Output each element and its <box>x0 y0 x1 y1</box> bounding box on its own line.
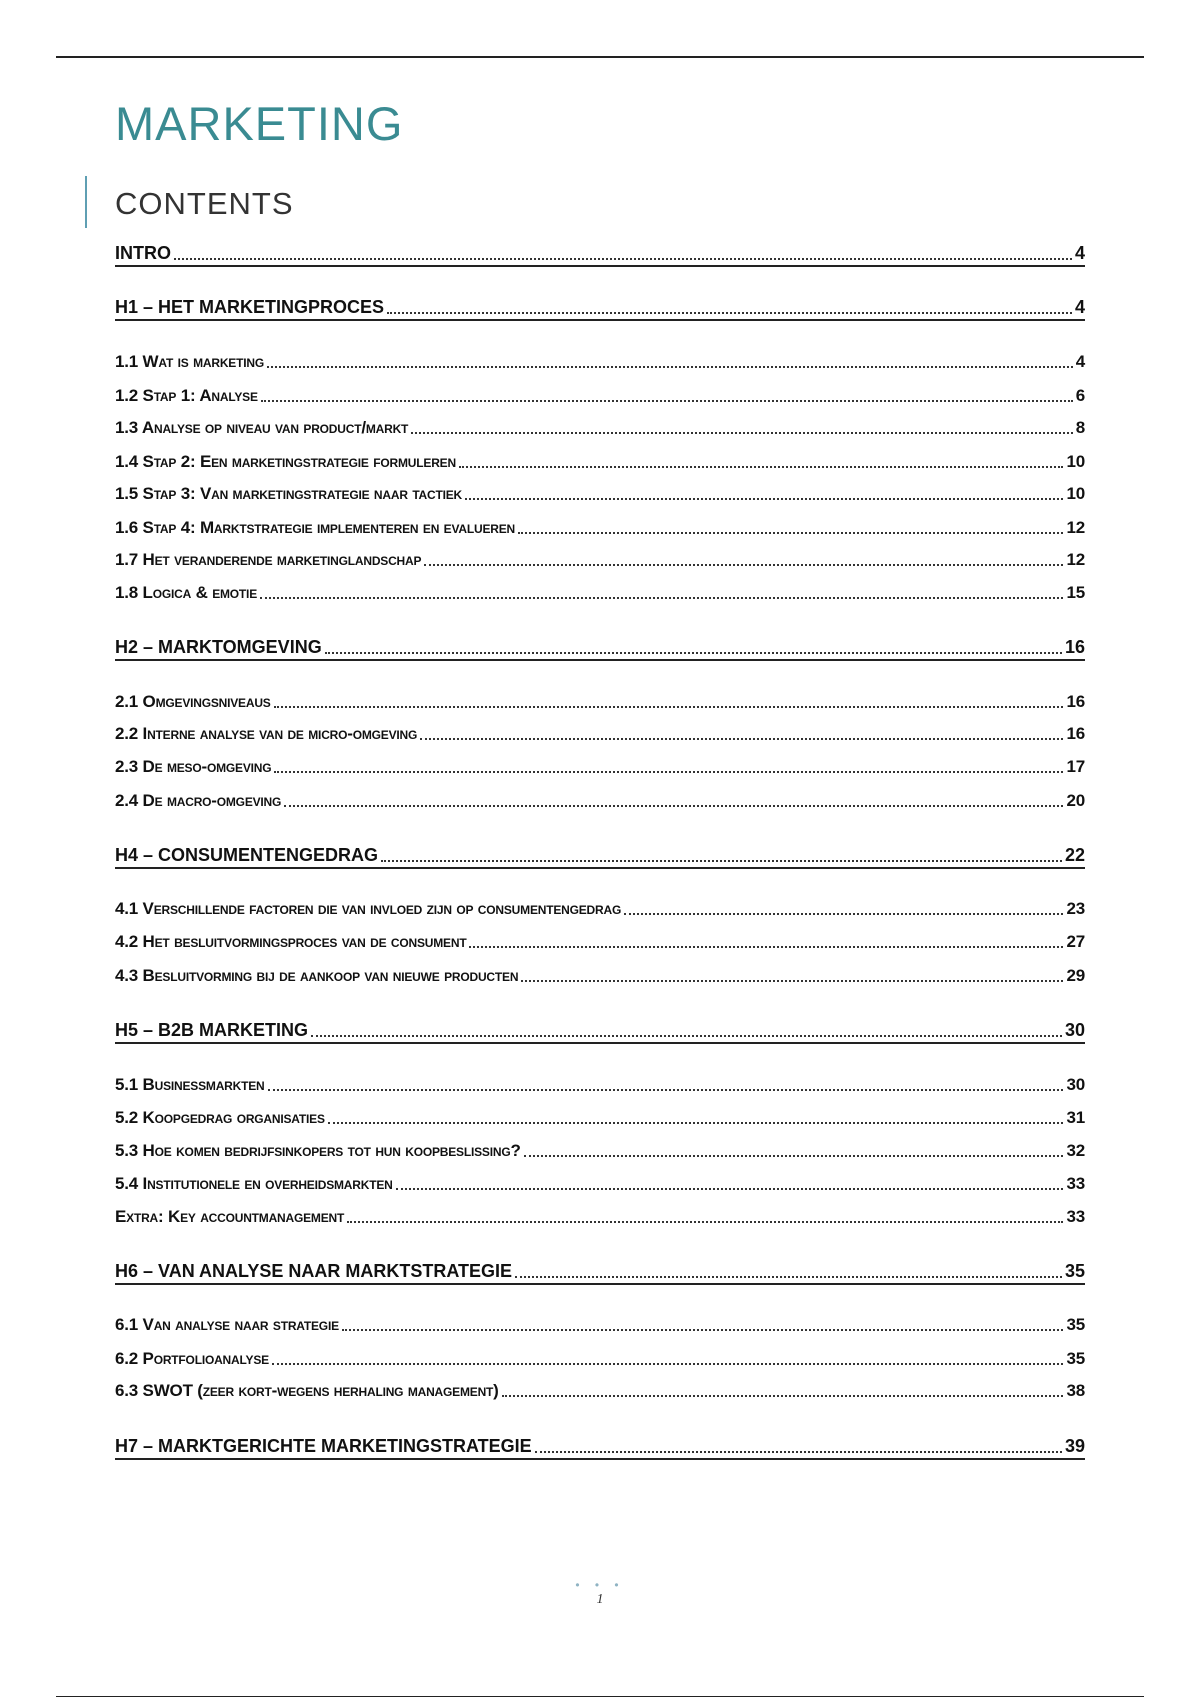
toc-entry-label: 1.5 Stap 3: Van marketingstrategie naar tactiek <box>115 484 463 503</box>
toc-entry-page: 20 <box>1066 791 1085 810</box>
toc-dot-leader <box>411 431 1073 434</box>
toc-entry-page: 30 <box>1066 1075 1085 1094</box>
toc-section-entry[interactable] <box>115 899 1085 919</box>
toc-chapter-entry[interactable] <box>115 845 1085 869</box>
toc-entry-page: 33 <box>1066 1207 1085 1226</box>
toc-entry-label: 1.4 Stap 2: Een marketingstrategie formuleren <box>115 452 456 471</box>
toc-dot-leader <box>502 1394 1064 1397</box>
toc-section-entry[interactable] <box>115 1075 1085 1095</box>
toc-section-entry[interactable] <box>115 583 1085 603</box>
contents-accent-bar <box>85 176 87 228</box>
toc-entry-page: 10 <box>1066 484 1085 503</box>
toc-dot-leader <box>260 596 1063 599</box>
toc-entry-label: 2.1 Omgevingsniveaus <box>115 692 271 711</box>
toc-dot-leader <box>311 1034 1062 1037</box>
toc-entry-page: 35 <box>1064 1261 1085 1281</box>
toc-entry-page: 15 <box>1066 583 1085 602</box>
toc-entry-page: 12 <box>1066 550 1085 569</box>
toc-dot-leader <box>515 1275 1062 1278</box>
toc-dot-leader <box>268 1088 1064 1091</box>
toc-entry-label: H7 – MARKTGERICHTE MARKETINGSTRATEGIE <box>115 1436 532 1456</box>
toc-dot-leader <box>174 257 1072 260</box>
toc-entry-page: 22 <box>1064 845 1085 865</box>
toc-section-entry[interactable] <box>115 966 1085 986</box>
toc-dot-leader <box>274 705 1064 708</box>
toc-entry-page: 8 <box>1075 418 1085 437</box>
toc-entry-page: 31 <box>1066 1108 1085 1127</box>
toc-section-entry[interactable] <box>115 932 1085 952</box>
toc-entry-page: 27 <box>1066 932 1085 951</box>
toc-entry-label: 5.4 Institutionele en overheidsmarkten <box>115 1174 393 1193</box>
toc-dot-leader <box>420 737 1063 740</box>
toc-section-entry[interactable] <box>115 352 1085 372</box>
toc-entry-page: 12 <box>1066 518 1085 537</box>
toc-dot-leader <box>459 465 1064 468</box>
toc-chapter-entry[interactable] <box>115 637 1085 661</box>
toc-section-entry[interactable] <box>115 791 1085 811</box>
toc-dot-leader <box>325 651 1062 654</box>
toc-entry-page: 16 <box>1066 692 1085 711</box>
toc-entry-label: H5 – B2B MARKETING <box>115 1020 309 1040</box>
toc-entry-page: 4 <box>1074 243 1085 263</box>
toc-entry-label: 1.7 Het veranderende marketinglandschap <box>115 550 422 569</box>
toc-entry-page: 35 <box>1066 1349 1085 1368</box>
toc-dot-leader <box>272 1362 1064 1365</box>
toc-entry-label: H6 – VAN ANALYSE NAAR MARKTSTRATEGIE <box>115 1261 513 1281</box>
toc-dot-leader <box>274 770 1063 773</box>
toc-section-entry[interactable] <box>115 518 1085 538</box>
toc-entry-label: H1 – HET MARKETINGPROCES <box>115 297 385 317</box>
top-rule <box>56 56 1144 58</box>
toc-section-entry[interactable] <box>115 757 1085 777</box>
toc-dot-leader <box>518 531 1063 534</box>
toc-entry-page: 32 <box>1066 1141 1085 1160</box>
toc-entry-page: 39 <box>1064 1436 1085 1456</box>
toc-entry-label: 2.4 De macro-omgeving <box>115 791 282 810</box>
page-footer <box>0 1580 1200 1608</box>
toc-entry-label: H2 – MARKTOMGEVING <box>115 637 322 657</box>
toc-section-entry[interactable] <box>115 484 1085 504</box>
document-title: MARKETING <box>115 97 404 150</box>
toc-entry-label: 2.3 De meso-omgeving <box>115 757 272 776</box>
toc-section-entry[interactable] <box>115 1381 1085 1401</box>
toc-dot-leader <box>521 979 1063 982</box>
toc-dot-leader <box>396 1187 1064 1190</box>
toc-section-entry[interactable] <box>115 724 1085 744</box>
toc-section-entry[interactable] <box>115 550 1085 570</box>
toc-dot-leader <box>328 1121 1064 1124</box>
toc-chapter-entry[interactable] <box>115 1436 1085 1460</box>
toc-entry-page: 29 <box>1066 966 1085 985</box>
toc-entry-label: 6.2 Portfolioanalyse <box>115 1349 269 1368</box>
toc-entry-label: 4.2 Het besluitvormingsproces van de consument <box>115 932 467 951</box>
toc-dot-leader <box>387 311 1072 314</box>
toc-chapter-entry[interactable] <box>115 243 1085 267</box>
toc-entry-label: 4.1 Verschillende factoren die van invloed zijn op consumentengedrag <box>115 899 622 918</box>
toc-entry-label: INTRO <box>115 243 171 263</box>
toc-entry-label: 5.1 Businessmarkten <box>115 1075 265 1094</box>
toc-dot-leader <box>342 1328 1064 1331</box>
page-number: 1 <box>596 1592 604 1607</box>
toc-entry-page: 16 <box>1066 724 1085 743</box>
toc-entry-label: 5.3 Hoe komen bedrijfsinkopers tot hun koopbeslissing? <box>115 1141 521 1160</box>
toc-dot-leader <box>284 804 1063 807</box>
contents-heading: CONTENTS <box>115 186 294 221</box>
toc-entry-page: 30 <box>1064 1020 1085 1040</box>
toc-entry-page: 33 <box>1066 1174 1085 1193</box>
toc-entry-page: 4 <box>1075 352 1085 371</box>
toc-entry-page: 4 <box>1074 297 1085 317</box>
toc-entry-label: 4.3 Besluitvorming bij de aankoop van nieuwe producten <box>115 966 519 985</box>
toc-dot-leader <box>347 1220 1063 1223</box>
toc-dot-leader <box>535 1450 1062 1453</box>
toc-section-entry[interactable] <box>115 1315 1085 1335</box>
toc-entry-label: 1.3 Analyse op niveau van product/markt <box>115 418 409 437</box>
toc-entry-page: 23 <box>1066 899 1085 918</box>
toc-section-entry[interactable] <box>115 386 1085 406</box>
toc-section-entry[interactable] <box>115 1349 1085 1369</box>
toc-section-entry[interactable] <box>115 692 1085 712</box>
toc-section-entry[interactable] <box>115 418 1085 438</box>
toc-dot-leader <box>261 399 1073 402</box>
toc-entry-page: 16 <box>1064 637 1085 657</box>
toc-dot-leader <box>624 912 1063 915</box>
toc-entry-label: 1.6 Stap 4: Marktstrategie implementeren en evalueren <box>115 518 515 537</box>
toc-dot-leader <box>465 497 1063 500</box>
toc-chapter-entry[interactable] <box>115 1261 1085 1285</box>
toc-dot-leader <box>267 365 1073 368</box>
toc-entry-label: Extra: Key accountmanagement <box>115 1207 345 1226</box>
toc-section-entry[interactable] <box>115 1141 1085 1161</box>
footer-dots: • • • <box>575 1578 625 1592</box>
bottom-rule <box>56 1696 1144 1697</box>
toc-entry-label: 2.2 Interne analyse van de micro-omgeving <box>115 724 418 743</box>
toc-entry-label: 1.2 Stap 1: Analyse <box>115 386 258 405</box>
toc-dot-leader <box>381 859 1062 862</box>
toc-entry-page: 6 <box>1075 386 1085 405</box>
toc-dot-leader <box>469 945 1063 948</box>
toc-entry-label: 1.1 Wat is marketing <box>115 352 264 371</box>
toc-entry-label: 6.1 Van analyse naar strategie <box>115 1315 339 1334</box>
toc-chapter-entry[interactable] <box>115 1020 1085 1044</box>
toc-section-entry[interactable] <box>115 1207 1085 1227</box>
toc-entry-label: H4 – CONSUMENTENGEDRAG <box>115 845 379 865</box>
toc-entry-page: 35 <box>1066 1315 1085 1334</box>
toc-chapter-entry[interactable] <box>115 297 1085 321</box>
toc-section-entry[interactable] <box>115 1108 1085 1128</box>
toc-entry-label: 6.3 SWOT (zeer kort-wegens herhaling management) <box>115 1381 499 1400</box>
toc-entry-page: 10 <box>1066 452 1085 471</box>
toc-section-entry[interactable] <box>115 1174 1085 1194</box>
toc-entry-page: 38 <box>1066 1381 1085 1400</box>
toc-section-entry[interactable] <box>115 452 1085 472</box>
toc-entry-label: 5.2 Koopgedrag organisaties <box>115 1108 325 1127</box>
toc-entry-page: 17 <box>1066 757 1085 776</box>
toc-dot-leader <box>524 1154 1064 1157</box>
toc-entry-label: 1.8 Logica & emotie <box>115 583 257 602</box>
toc-dot-leader <box>424 563 1063 566</box>
